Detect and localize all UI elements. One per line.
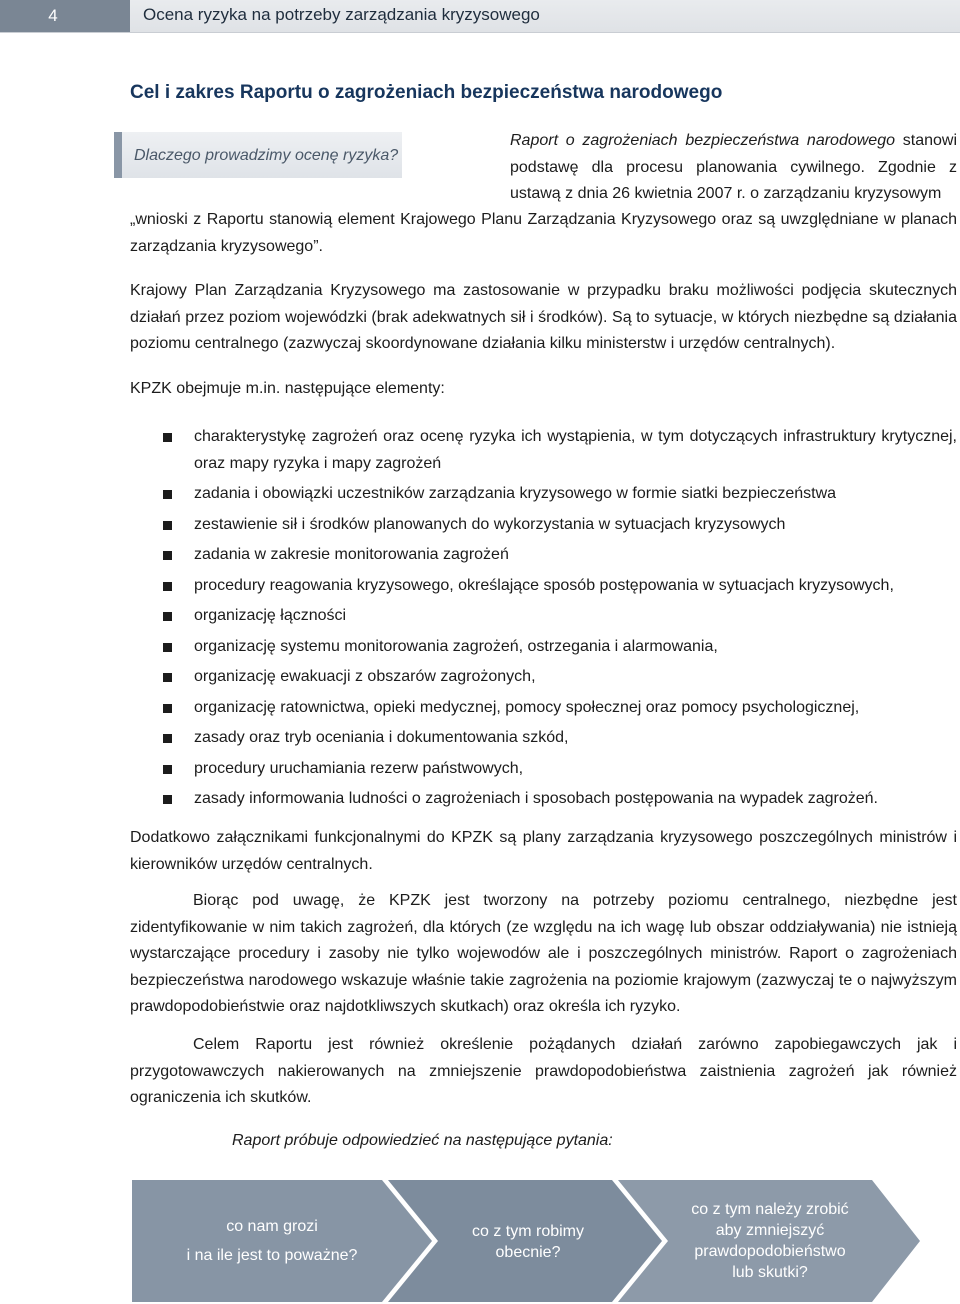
- list-item: zasady informowania ludności o zagrożeniach i sposobach postępowania na wypadek zagrożeń.: [163, 786, 957, 813]
- list-item: organizację łączności: [163, 603, 957, 630]
- list-item: zestawienie sił i środków planowanych do wykorzystania w sytuacjach kryzysowych: [163, 512, 957, 539]
- questions-intro: Raport próbuje odpowiedzieć na następujące pytania:: [232, 1132, 613, 1149]
- list-item: organizację systemu monitorowania zagrożeń, ostrzegania i alarmowania,: [163, 634, 957, 661]
- bullet-square-icon: [163, 612, 172, 621]
- header-title: Ocena ryzyka na potrzeby zarządzania kryzysowego: [143, 5, 540, 24]
- paragraph-2: Krajowy Plan Zarządzania Kryzysowego ma zastosowanie w przypadku braku możliwości podjęcia skutecznych działań przez poziom wojewódzki (brak adekwatnych sił i środków). Są to sytuacje, w których niezbędne są działania poziomu centralnego (zazwyczaj skoordynowane działania kilku ministerstw i urzędów centralnych).: [130, 282, 957, 352]
- bullet-square-icon: [163, 734, 172, 743]
- sidebox-label: Dlaczego prowadzimy ocenę ryzyka?: [134, 147, 399, 164]
- list-item: organizację ewakuacji z obszarów zagrożonych,: [163, 664, 957, 691]
- bullet-square-icon: [163, 521, 172, 530]
- section-title: Cel i zakres Raportu o zagrożeniach bezpieczeństwa narodowego: [130, 82, 723, 103]
- page-number: [0, 0, 130, 32]
- bullet-square-icon: [163, 704, 172, 713]
- paragraph-3: KPZK obejmuje m.in. następujące elementy:: [130, 380, 445, 397]
- bullet-square-icon: [163, 551, 172, 560]
- intro-rest: stanowi podstawę dla procesu planowania cywilnego. Zgodnie z ustawą z dnia 26 kwietnia 2007 r. o zarządzaniu kryzysowym: [510, 132, 957, 202]
- list-item: organizację ratownictwa, opieki medycznej, pomocy społecznej oraz pomocy psychologicznej,: [163, 695, 957, 722]
- list-item: zasady oraz tryb oceniania i dokumentowania szkód,: [163, 725, 957, 752]
- bullet-square-icon: [163, 765, 172, 774]
- intro-paragraph: [510, 128, 957, 208]
- page-number-text: 4: [48, 6, 58, 25]
- list-item: zadania i obowiązki uczestników zarządzania kryzysowego w formie siatki bezpieczeństwa: [163, 481, 957, 508]
- list-item: zadania w zakresie monitorowania zagrożeń: [163, 542, 957, 569]
- bullet-square-icon: [163, 643, 172, 652]
- paragraph-5: Biorąc pod uwagę, że KPZK jest tworzony na potrzeby poziomu centralnego, niezbędne jest zidentyfikowanie w nim takich zagrożeń, dla których (ze względu na ich wagę lub obszar oddziaływania) nie istnieją wystarczające procedury i zasoby nie tylko wojewodów ale i poszczególnych ministrów. Raport o zagrożeniach bezpieczeństwa narodowego wskazuje właśnie takie zagrożenia na poziomie krajowym (zazwyczaj te o najwyższym prawdopodobieństwie oraz najdotkliwszych skutkach) oraz określa ich ryzyko.: [130, 892, 957, 1015]
- bullet-square-icon: [163, 490, 172, 499]
- bullet-square-icon: [163, 582, 172, 591]
- list-item: charakterystykę zagrożeń oraz ocenę ryzyka ich wystąpienia, w tym dotyczących infrastruktury krytycznej, oraz mapy ryzyka i mapy zagrożeń: [163, 424, 957, 477]
- list-item: procedury uruchamiania rezerw państwowych,: [163, 756, 957, 783]
- question-2: co z tym robimy obecnie?: [471, 1223, 584, 1261]
- list-item: procedury reagowania kryzysowego, określające sposób postępowania w sytuacjach kryzysowych,: [163, 573, 957, 600]
- question-1: co nam grozi i na ile jest to poważne?: [186, 1218, 358, 1264]
- bullet-square-icon: [163, 795, 172, 804]
- kpzk-elements-list: [163, 424, 957, 817]
- bullet-square-icon: [163, 673, 172, 682]
- bullet-square-icon: [163, 433, 172, 442]
- intro-continuation: „wnioski z Raportu stanowią element Krajowego Planu Zarządzania Kryzysowego oraz są uwzględniane w planach zarządzania kryzysowego”.: [130, 211, 957, 255]
- paragraph-6: Celem Raportu jest również określenie pożądanych działań zarówno zapobiegawczych jak i przygotowawczych nakierowanych na zmniejszenie prawdopodobieństwa zaistnienia zagrożeń jak również ograniczenia ich skutków.: [130, 1036, 957, 1106]
- intro-italic: Raport o zagrożeniach bezpieczeństwa narodowego: [510, 132, 895, 149]
- paragraph-4: Dodatkowo załącznikami funkcjonalnymi do KPZK są plany zarządzania kryzysowego poszczególnych ministrów i kierowników urzędów centralnych.: [130, 829, 957, 873]
- question-3: co z tym należy zrobić aby zmniejszyć prawdopodobieństwo lub skutki?: [691, 1201, 849, 1281]
